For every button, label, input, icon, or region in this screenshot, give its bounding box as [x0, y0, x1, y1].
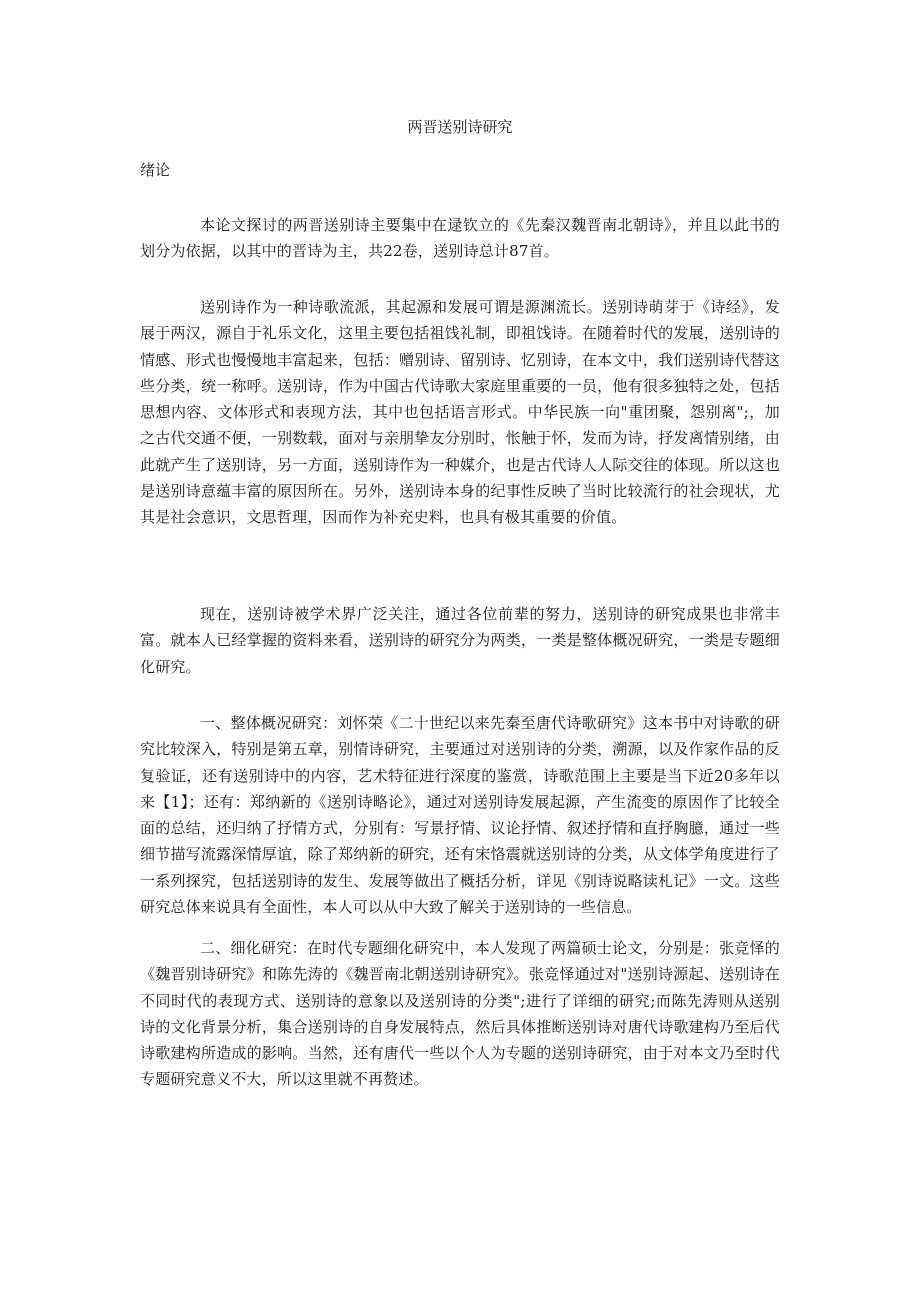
section-heading-introduction: 绪论: [140, 161, 171, 179]
paragraph-origin: 送别诗作为一种诗歌流派，其起源和发展可谓是源渊流长。送别诗萌芽于《诗经》，发展于两汉，源自于礼乐文化，这里主要包括祖饯礼制，即祖饯诗。在随着时代的发展，送别诗的情感、形式也慢慢地丰富起来，包括：赠别诗、留别诗、忆别诗，在本文中，我们送别诗代替这些分类，统一称呼。送别诗，作为中国古代诗歌大家庭里重要的一员，他有很多独特之处，包括思想内容、文体形式和表现方法，其中也包括语言形式。中华民族一向"重团聚，怨别离";，加之古代交通不便，一别数载，面对与亲朋挚友分别时，怅触于怀，发而为诗，抒发离情别绪，由此就产生了送别诗，另一方面，送别诗作为一种媒介，也是古代诗人人际交往的体现。所以这也是送别诗意蕴丰富的原因所在。另外，送别诗本身的纪事性反映了当时比较流行的社会现状，尤其是社会意识，文思哲理，因而作为补充史料，也具有极其重要的价值。: [140, 298, 780, 527]
paragraph-detailed-research: 二、细化研究：在时代专题细化研究中，本人发现了两篇硕士论文，分别是：张竞怿的《魏晋别诗研究》和陈先涛的《魏晋南北朝送别诗研究》。张竞怿通过对"送别诗源起、送别诗在不同时代的表现方式、送别诗的意象以及送别诗的分类";进行了详细的研究;而陈先涛则从送别诗的文化背景分析，集合送别诗的自身发展特点，然后具体推断送别诗对唐代诗歌建构乃至后代诗歌建构所造成的影响。当然，还有唐代一些以个人为专题的送别诗研究，由于对本文乃至时代专题研究意义不大，所以这里就不再赘述。: [140, 939, 780, 1089]
paragraph-overall-research: 一、整体概况研究：刘怀荣《二十世纪以来先秦至唐代诗歌研究》这本书中对诗歌的研究比较深入，特别是第五章，别情诗研究，主要通过对送别诗的分类，溯源，以及作家作品的反复验证，还有送别诗中的内容，艺术特征进行深度的鉴赏，诗歌范围上主要是当下近20多年以来【1】；还有：郑纳新的《送别诗略论》，通过对送别诗发展起源，产生流变的原因作了比较全面的总结，还归纳了抒情方式，分别有：写景抒情、议论抒情、叙述抒情和直抒胸臆，通过一些细节描写流露深情厚谊，除了郑纳新的研究，还有宋恪震就送别诗的分类，从文体学角度进行了一系列探究，包括送别诗的发生、发展等做出了概括分析，详见《别诗说略读札记》一文。这些研究总体来说具有全面性，本人可以从中大致了解关于送别诗的一些信息。: [140, 714, 780, 917]
document-title: 两晋送别诗研究: [407, 118, 513, 136]
paragraph-research-status: 现在，送别诗被学术界广泛关注，通过各位前辈的努力，送别诗的研究成果也非常丰富。就本人已经掌握的资料来看，送别诗的研究分为两类，一类是整体概况研究，一类是专题细化研究。: [140, 605, 780, 676]
paragraph-scope: 本论文探讨的两晋送别诗主要集中在逯钦立的《先秦汉魏晋南北朝诗》，并且以此书的划分为依据，以其中的晋诗为主，共22卷，送别诗总计87首。: [140, 216, 780, 261]
